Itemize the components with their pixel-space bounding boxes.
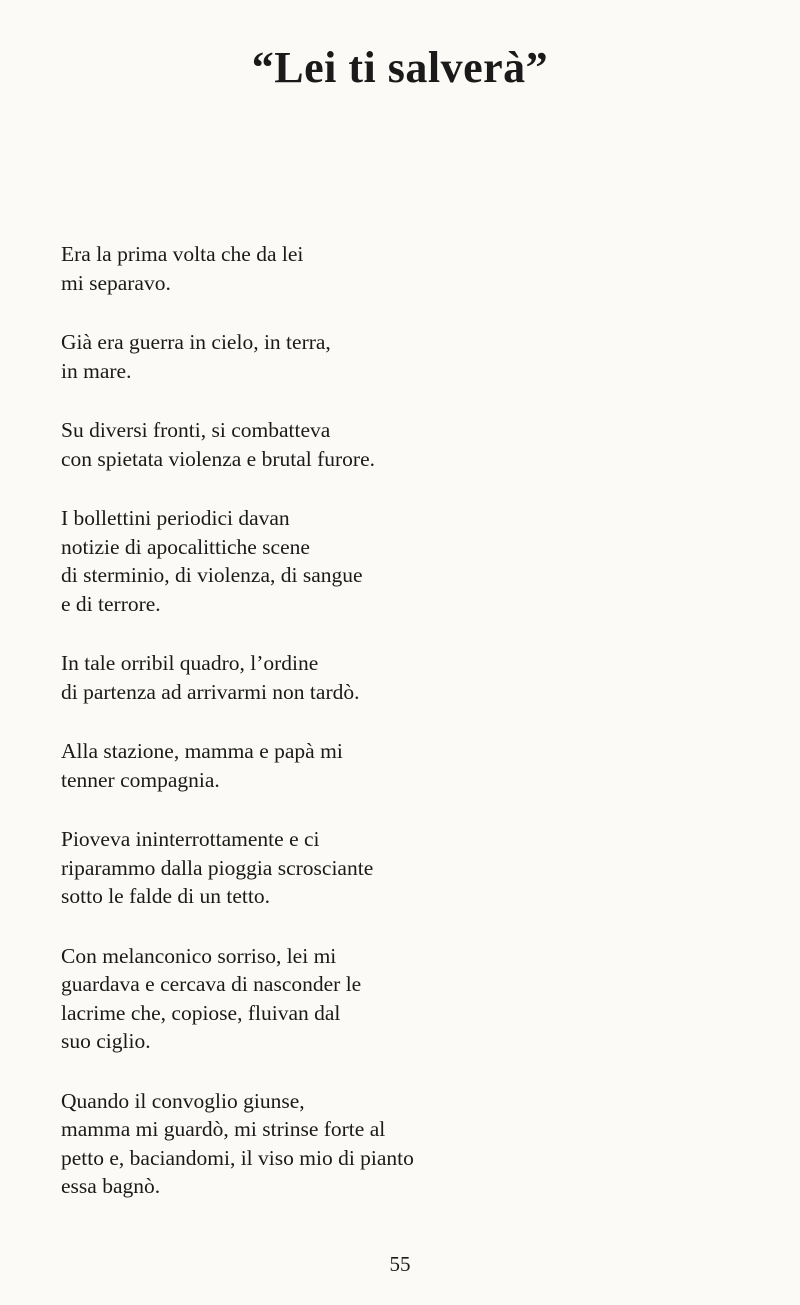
stanza	[61, 1087, 701, 1201]
poem-line: di sterminio, di violenza, di sangue	[61, 563, 363, 587]
poem-line: di partenza ad arrivarmi non tardò.	[61, 679, 360, 704]
poem-line: Su diversi fronti, si combatteva	[61, 418, 331, 442]
stanza	[61, 416, 701, 473]
poem-line: mamma mi guardò, mi strinse forte al	[61, 1117, 386, 1141]
poem-line: sotto le falde di un tetto.	[61, 884, 270, 908]
poem-line: In tale orribil quadro, l’ordine	[61, 651, 319, 675]
poem-line: Pioveva ininterrottamente e ci	[61, 827, 320, 851]
poem-line: tenner compagnia.	[61, 767, 220, 792]
poem-line: e di terrore.	[61, 591, 161, 616]
poem-line: con spietata violenza e brutal furore.	[61, 446, 375, 471]
poem-body	[61, 240, 701, 1232]
stanza	[61, 825, 701, 911]
poem-line: Già era guerra in cielo, in terra,	[61, 330, 331, 354]
poem-line: lacrime che, copiose, fluivan dal	[61, 1000, 341, 1025]
stanza	[61, 328, 701, 385]
poem-line: in mare.	[61, 358, 132, 383]
poem-line: Quando il convoglio giunse,	[61, 1088, 305, 1113]
poem-line: essa bagnò.	[61, 1174, 161, 1198]
poem-line: suo ciglio.	[61, 1029, 151, 1053]
stanza	[61, 504, 701, 618]
poem-line: I bollettini periodici davan	[61, 506, 290, 530]
poem-line: Con melanconico sorriso, lei mi	[61, 943, 337, 968]
stanza	[61, 649, 701, 706]
poem-title: “Lei ti salverà”	[251, 43, 549, 92]
poem-line: petto e, baciandomi, il viso mio di pianto	[61, 1145, 414, 1170]
stanza	[61, 942, 701, 1056]
poem-line: notizie di apocalittiche scene	[61, 534, 310, 559]
stanza	[61, 737, 701, 794]
poem-line: guardava e cercava di nasconder le	[61, 972, 362, 996]
stanza	[61, 240, 701, 297]
poem-line: Era la prima volta che da lei	[61, 242, 304, 266]
poem-line: riparammo dalla pioggia scrosciante	[61, 855, 374, 880]
page-number: 55	[389, 1252, 411, 1276]
poem-line: Alla stazione, mamma e papà mi	[61, 739, 343, 763]
poem-line: mi separavo.	[61, 270, 171, 295]
